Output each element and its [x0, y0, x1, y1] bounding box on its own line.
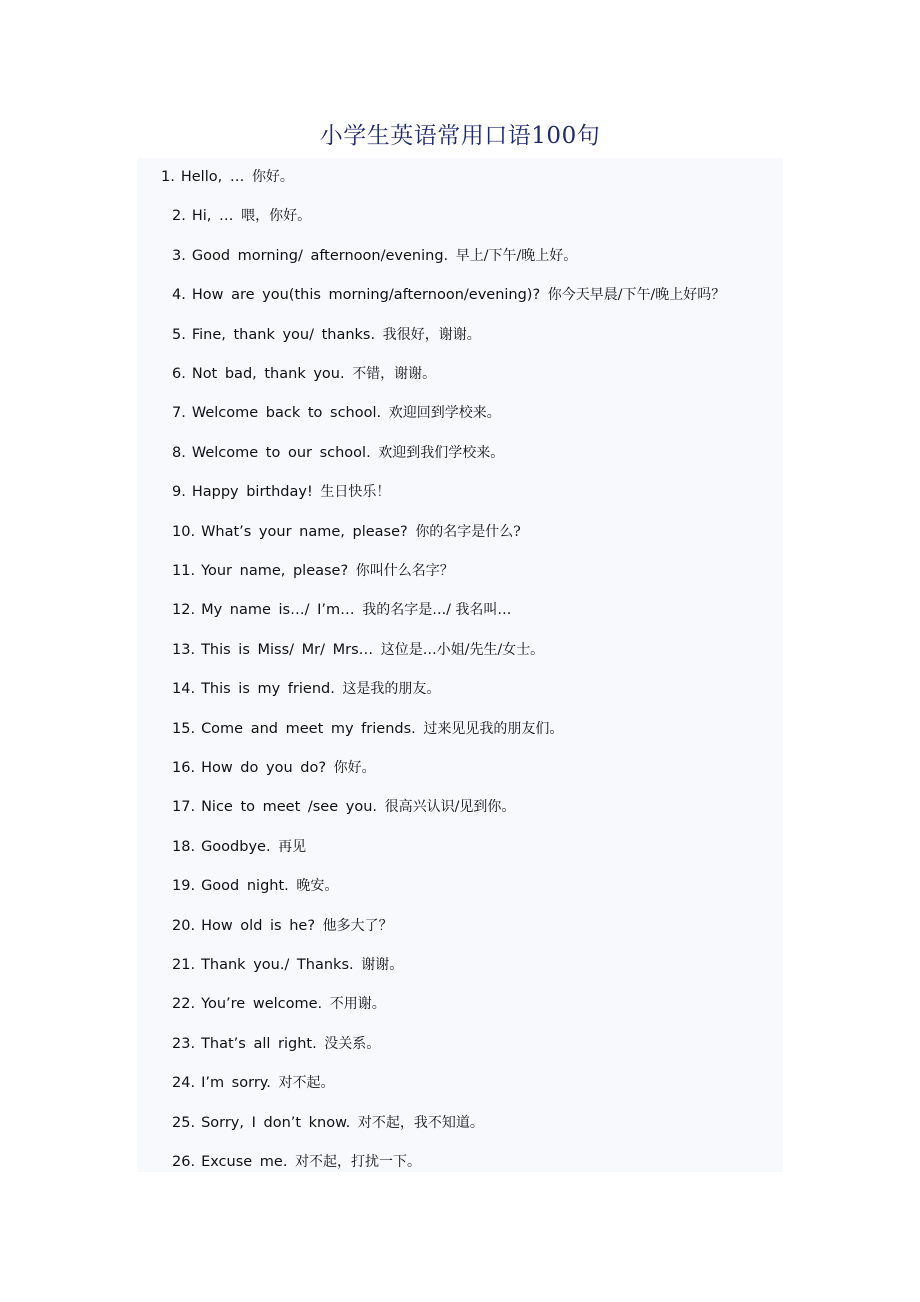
phrase-item — [172, 756, 376, 780]
phrase-number: 9. — [172, 484, 186, 501]
phrase-number: 7. — [172, 405, 186, 422]
phrase-chinese: 不错，谢谢。 — [352, 366, 437, 382]
phrase-number: 8. — [172, 444, 186, 461]
phrase-english: Good morning/ afternoon/evening. — [191, 247, 449, 264]
phrase-item — [172, 992, 386, 1016]
phrase-english: Not bad, thank you. — [191, 366, 345, 382]
phrase-item — [172, 677, 440, 701]
phrase-item — [172, 638, 544, 662]
phrase-chinese: 你的名字是什么? — [415, 523, 521, 540]
phrase-number: 10. — [172, 523, 196, 540]
phrase-item — [172, 598, 511, 622]
phrase-item — [172, 835, 306, 859]
phrase-english: I’m sorry. — [201, 1075, 271, 1092]
phrase-chinese: 晚安。 — [296, 878, 339, 895]
phrase-english: That’s all right. — [201, 1035, 317, 1052]
phrase-chinese: 我的名字是…/ 我名叫… — [362, 602, 512, 619]
phrase-english: Sorry, I don’t know. — [201, 1114, 351, 1131]
phrase-english: This is my friend. — [201, 681, 335, 698]
phrase-english: Hello, … — [180, 169, 245, 185]
phrase-item — [161, 165, 294, 189]
phrase-english: Good night. — [201, 878, 289, 895]
phrase-item — [172, 874, 338, 898]
phrase-chinese: 对不起，打扰一下。 — [295, 1154, 422, 1170]
phrase-item — [172, 1032, 380, 1056]
phrase-number: 12. — [172, 602, 196, 619]
phrase-item — [172, 480, 390, 504]
phrase-chinese: 没关系。 — [324, 1035, 381, 1052]
phrase-chinese: 对不起，我不知道。 — [357, 1114, 484, 1131]
phrase-item — [172, 401, 501, 425]
phrase-chinese: 你好。 — [333, 760, 376, 776]
phrase-chinese: 我很好，谢谢。 — [382, 326, 481, 343]
phrase-item — [172, 1071, 335, 1095]
phrase-number: 21. — [172, 957, 196, 973]
phrase-chinese: 生日快乐！ — [320, 484, 391, 501]
phrase-english: Your name, please? — [201, 563, 349, 579]
phrase-number: 1. — [161, 169, 175, 185]
phrase-english: Excuse me. — [201, 1154, 288, 1170]
phrase-number: 14. — [172, 681, 196, 698]
phrase-number: 24. — [172, 1075, 196, 1092]
phrase-number: 17. — [172, 799, 196, 816]
phrase-chinese: 再见 — [278, 838, 307, 855]
phrase-chinese: 这位是…小姐/先生/女士。 — [380, 641, 545, 658]
phrase-chinese: 过来见见我的朋友们。 — [423, 720, 564, 737]
phrase-english: Nice to meet /see you. — [201, 799, 378, 816]
phrase-number: 19. — [172, 878, 196, 895]
phrase-chinese: 欢迎到我们学校来。 — [378, 444, 505, 461]
phrase-item — [172, 717, 563, 741]
phrase-number: 15. — [172, 720, 196, 737]
phrase-chinese: 欢迎回到学校来。 — [388, 405, 501, 422]
phrase-english: What’s your name, please? — [201, 523, 408, 540]
phrase-item — [172, 323, 481, 347]
phrase-item — [172, 441, 504, 465]
phrase-english: Happy birthday! — [191, 484, 313, 501]
phrase-item — [172, 559, 454, 583]
phrase-number: 18. — [172, 838, 196, 855]
phrase-english: How are you(this morning/afternoon/evening)? — [191, 287, 541, 304]
phrase-english: Hi, … — [191, 208, 234, 225]
phrase-number: 13. — [172, 641, 196, 658]
phrase-item — [172, 1150, 421, 1174]
phrase-chinese: 你好。 — [251, 169, 294, 185]
phrase-item — [172, 362, 436, 386]
phrase-number: 23. — [172, 1035, 196, 1052]
phrase-english: Thank you./ Thanks. — [201, 957, 354, 973]
page-title: 小学生英语常用口语100句 — [319, 123, 601, 149]
phrase-number: 25. — [172, 1114, 196, 1131]
phrase-item — [172, 1111, 484, 1135]
phrase-number: 5. — [172, 326, 186, 343]
phrase-chinese: 你叫什么名字？ — [355, 563, 454, 579]
phrase-item — [172, 244, 577, 268]
phrase-chinese: 对不起。 — [278, 1075, 335, 1092]
phrase-chinese: 这是我的朋友。 — [342, 681, 441, 698]
phrase-english: How old is he? — [201, 917, 316, 934]
phrase-number: 2. — [172, 208, 186, 225]
phrase-english: Fine, thank you/ thanks. — [191, 326, 376, 343]
phrase-chinese: 不用谢。 — [329, 996, 386, 1013]
phrase-number: 22. — [172, 996, 196, 1013]
phrase-item — [172, 520, 521, 544]
phrase-chinese: 他多大了？ — [322, 917, 393, 934]
phrase-number: 6. — [172, 366, 186, 382]
phrase-number: 4. — [172, 287, 186, 304]
phrase-english: Come and meet my friends. — [201, 720, 416, 737]
phrase-item — [172, 283, 725, 307]
phrase-english: This is Miss/ Mr/ Mrs… — [201, 641, 374, 658]
phrase-chinese: 早上/下午/晚上好。 — [455, 247, 578, 264]
phrase-number: 26. — [172, 1154, 196, 1170]
phrase-english: Goodbye. — [201, 838, 271, 855]
phrase-english: How do you do? — [201, 760, 327, 776]
phrase-number: 3. — [172, 247, 186, 264]
phrase-number: 16. — [172, 760, 196, 776]
phrase-chinese: 你今天早晨/下午/晚上好吗？ — [547, 287, 726, 304]
phrase-chinese: 很高兴认识/见到你。 — [384, 799, 516, 816]
phrase-item — [172, 914, 393, 938]
phrase-item — [172, 204, 311, 228]
phrase-number: 20. — [172, 917, 196, 934]
phrase-english: You’re welcome. — [201, 996, 323, 1013]
phrase-english: Welcome back to school. — [191, 405, 382, 422]
phrase-item — [172, 953, 403, 977]
phrase-english: My name is…/ I’m… — [201, 602, 355, 619]
phrase-chinese: 谢谢。 — [361, 957, 404, 973]
content-panel — [137, 158, 783, 1172]
phrase-number: 11. — [172, 563, 196, 579]
phrase-chinese: 喂，你好。 — [241, 208, 312, 225]
phrase-english: Welcome to our school. — [191, 444, 371, 461]
phrase-item — [172, 795, 515, 819]
